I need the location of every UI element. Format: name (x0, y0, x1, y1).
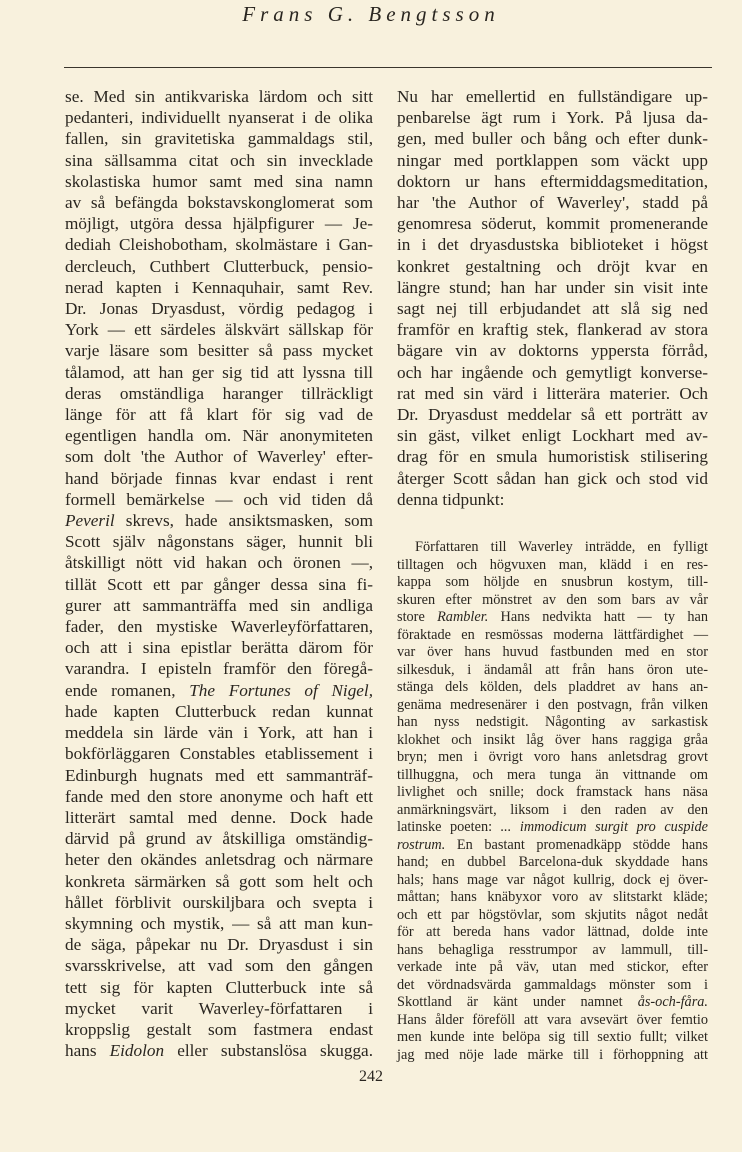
text-line (397, 819, 708, 837)
text-line: svarsskrivelse, att vad som den gången (65, 956, 373, 976)
text-line: måttan; hans knäbyxor voro av slitstarkt kläde; (397, 889, 708, 905)
italic-text: ås-och-fåra. (637, 994, 708, 1010)
text-line: därvid på grund av åtskilliga omständig- (65, 829, 373, 849)
text-line: av så befängda bokstavskonglomerat som (65, 193, 373, 213)
text-segment: Skottland är känt under namnet (397, 994, 638, 1010)
text-line: se. Med sin antikvariska lärdom och sitt (65, 87, 373, 106)
text-line (65, 1040, 373, 1061)
text-line: för att bereda hans vador lättnad, dolde inte (397, 924, 708, 940)
text-line: tålamod, att han ger sig tid att lyssna till (65, 362, 373, 382)
text-segment: ende romanen, (65, 680, 190, 700)
text-line: fallen, sin gravitetiska gammaldags stil, (65, 129, 373, 149)
text-line: jag med nöje lade märke till i förhoppning att (397, 1046, 708, 1063)
text-line: heter den okändes anletsdrag och närmare (65, 850, 373, 870)
text-line: tillhuggna, och mera tunga än vittnande om (397, 766, 708, 783)
text-line: han nyss nedstigit. Någonting av sarkastisk (397, 714, 708, 730)
text-segment: latinske poeten: (397, 819, 501, 835)
text-line: kappa som höljde en snusbrun kostym, till- (397, 574, 708, 590)
text-line: har 'the Author of Waverley', stadd på (397, 193, 708, 213)
text-line: York — ett särdeles älskvärt sällskap för (65, 320, 373, 340)
italic-text: Peveril (65, 511, 115, 531)
right-column (397, 86, 708, 510)
text-line: och att i sina epistlar berätta därom för (65, 638, 373, 658)
text-line: varje läsare som besitter så pass mycket (65, 341, 373, 361)
text-line: stänga dels kölden, dels pladdret av hans an- (397, 679, 708, 695)
text-line: framför en kraftig stek, flankerad av stora (397, 320, 708, 340)
text-line: in i det dryasdustska biblioteket i högst (397, 235, 708, 255)
text-line: Författaren till Waverley inträdde, en fylligt (415, 539, 708, 555)
text-line: varandra. I episteln framför den föregå- (65, 659, 373, 679)
text-line: sin gäst, vilket enligt Lockhart med av- (397, 426, 708, 446)
text-segment: hans (65, 1041, 110, 1061)
text-line: föraktade en resmössas moderna lättfärdighet — (397, 626, 708, 643)
text-line: doktorn ur hans eftermiddagsmeditation, (397, 171, 708, 191)
text-line: denna tidpunkt: (397, 489, 505, 509)
text-line: hals; hans mage var något kullrig, dock ej över- (397, 871, 708, 888)
italic-text: ... immodicum surgit pro cuspide (500, 819, 708, 835)
text-line: men kunde inte belöpa sig till sextio fullt; vilket (397, 1029, 708, 1045)
text-line: bägare vin av doktorns yppersta förråd, (397, 341, 708, 361)
italic-text: Eidolon (109, 1041, 165, 1061)
text-line (65, 680, 373, 701)
italic-text: rostrum. (397, 836, 446, 853)
text-line: genomresa söderut, kommit promenerande (397, 214, 708, 234)
running-header: Frans G. Bengtsson (242, 2, 500, 26)
text-line: konkret gestaltning och dröjt kvar en (397, 256, 708, 276)
text-line: Dr. Jonas Dryasdust, vördig pedagog i (65, 299, 373, 319)
text-line: silkesduk, i ändamål att från hans öron ute- (397, 661, 708, 678)
text-line (65, 510, 373, 531)
text-segment: store (397, 609, 438, 625)
text-line: rat med sin värd i litterära materier. Och (397, 383, 708, 403)
text-line: formell bemärkelse — och vid tiden då (65, 489, 373, 509)
text-line: tilltagen och högvuxen man, klädd i en res- (397, 556, 708, 573)
text-line: dercleuch, Cuthbert Clutterbuck, pensio- (65, 256, 373, 276)
text-line: penbarelse ägt rum i York. På ljusa da- (397, 108, 708, 128)
text-line: genäma medresenärer i den postvagn, från vilken (397, 696, 708, 713)
text-line: sagt nej till erbjudandet att slå sig ned (397, 299, 708, 319)
text-line: meddela sin lärde vän i York, att han i (65, 723, 373, 743)
text-line: pedanteri, individuellt nyanserat i de olika (65, 108, 373, 128)
italic-text: Rambler. (437, 609, 489, 625)
text-line: var över hans huvud fastbunden med en stor (397, 644, 708, 660)
text-line: Nu har emellertid en fullständigare up- (397, 87, 708, 106)
text-line: länge för att få klart för sig vad de (65, 405, 373, 425)
text-line: mycket varit Waverley-författaren i (65, 998, 373, 1018)
text-line: egentligen handla om. När anonymiteten (65, 426, 373, 446)
text-line (397, 837, 708, 855)
text-line: drag för en smula humoristisk stilisering (397, 447, 708, 467)
text-line: hand; en dubbel Barcelona-duk skyddade hans (397, 854, 708, 870)
page-number: 242 (359, 1068, 383, 1085)
text-line: Scott själv någonstans säger, hunnit bli (65, 532, 373, 552)
text-segment: eller substanslösa skugga. (164, 1041, 373, 1061)
text-line: skymning och mystik, — så att man kun- (65, 913, 373, 933)
text-segment: skrevs, hade ansiktsmasken, som (114, 511, 373, 531)
text-line: hand började finnas kvar endast i rent (65, 468, 373, 488)
text-line: sina sällsamma citat och sin invecklade (65, 150, 373, 170)
text-segment: Hans nedvikta hatt — ty han (488, 609, 708, 625)
text-line: åtskilligt nött vid hakan och öronen —, (65, 553, 373, 573)
text-line: möjligt, utgöra dessa hjälpfigurer — Je- (65, 214, 373, 234)
text-line: fader, den mystiske Waverleyförfattaren, (65, 617, 373, 637)
text-line: som dolt 'the Author of Waverley' efter- (65, 447, 373, 467)
text-line: nerad kapten i Kennaquhair, samt Rev. (65, 277, 373, 297)
text-line: fande med den store anonyme och haft ett (65, 786, 373, 806)
text-line: kroppslig gestalt som fastmera endast (65, 1019, 373, 1039)
text-line: bokförläggaren Constables etablissement i (65, 744, 373, 764)
text-line: litterärt samtal med denne. Dock hade (65, 807, 373, 827)
text-line: livlighet och snille; dock framstack hans näsa (397, 784, 708, 800)
text-line: ningar med portklappen som väckt upp (397, 150, 708, 170)
header-rule (64, 67, 712, 68)
text-line: Dr. Dryasdust meddelar så ett porträtt av (397, 405, 708, 425)
text-line: gen, med buller och bång och efter dunk- (397, 129, 708, 149)
text-line: de säga, påpekar nu Dr. Dryasdust i sin (65, 935, 373, 955)
text-line: deras omständliga haranger tillräckligt (65, 383, 373, 403)
text-line: och ett par högstövlar, som skjutits något nedåt (397, 906, 708, 923)
text-line: tett sig för kapten Clutterbuck inte så (65, 977, 373, 997)
text-line: tillät Scott ett par gånger dessa sina fi- (65, 574, 373, 594)
text-line: hade kapten Clutterbuck redan kunnat (65, 701, 373, 721)
text-line: hållet förblivit ourskiljbara och svepta i (65, 892, 373, 912)
text-line: det vördnadsvärda gammaldags mönster som i (397, 976, 708, 993)
text-line (397, 609, 708, 627)
text-line: skolastiska humor samt med sina namn (65, 171, 373, 191)
text-line: gurer att sammanträffa med sin andliga (65, 595, 373, 615)
text-line: dediah Cleishobotham, skolmästare i Gan- (65, 235, 373, 255)
text-line: verkade inte på väv, utan med stickor, efter (397, 959, 708, 975)
italic-text: The Fortunes of Nigel, (189, 680, 374, 700)
left-column (65, 86, 373, 1061)
text-line: konkreta särmärken så gott som helt och (65, 871, 373, 891)
text-line: längre stund; han har under sin visit inte (397, 277, 708, 297)
block-quote (397, 539, 708, 1064)
text-line (397, 994, 708, 1012)
text-line: klokhet och insikt låg över hans raggiga gråa (397, 731, 708, 748)
text-line: Edinburgh hugnats med ett sammanträf- (65, 765, 373, 785)
text-line: skuren efter mönstret av den som bars av vår (397, 591, 708, 608)
text-line: och har ingående och gemytligt konverse- (397, 362, 708, 382)
text-segment: En bastant promenadkäpp stödde hans (445, 836, 708, 853)
text-line: anmärkningsvärt, liksom i den raden av den (397, 801, 708, 818)
text-line: bryn; men i övrigt voro hans anletsdrag grovt (397, 749, 708, 765)
text-line: återger Scott sådan han gick och stod vid (397, 468, 708, 488)
text-line: Hans ålder föreföll att vara avsevärt över femtio (397, 1011, 708, 1028)
text-line: hans behagliga resstrumpor av lammull, till- (397, 941, 708, 958)
